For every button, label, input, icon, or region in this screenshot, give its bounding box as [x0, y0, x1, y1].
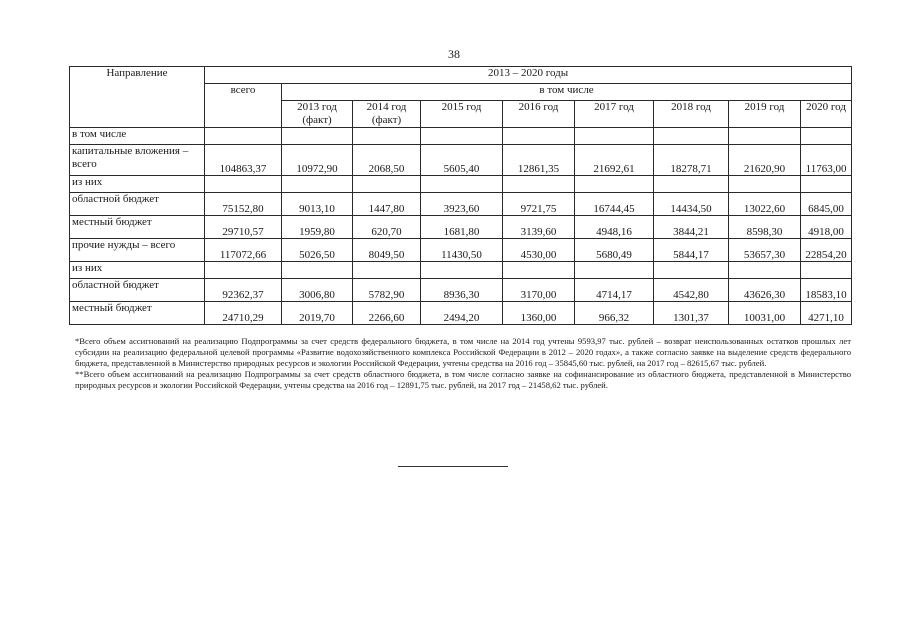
table-cell	[282, 128, 353, 145]
table-cell: 104863,37	[205, 145, 282, 176]
year-label: 2016 год	[518, 101, 559, 113]
column-header-including: в том числе	[282, 84, 852, 101]
table-cell: 13022,60	[729, 193, 801, 216]
table-cell: 3844,21	[654, 216, 729, 239]
table-cell: 75152,80	[205, 193, 282, 216]
table-cell: 9013,10	[282, 193, 353, 216]
table-cell: 5026,50	[282, 239, 353, 262]
year-header	[654, 101, 729, 128]
table-cell	[503, 176, 575, 193]
table-cell	[729, 176, 801, 193]
table-cell: 5782,90	[353, 279, 421, 302]
table-cell: 24710,29	[205, 302, 282, 325]
year-header	[801, 101, 852, 128]
table-row	[70, 239, 852, 262]
table-row	[70, 302, 852, 325]
table-cell: 2019,70	[282, 302, 353, 325]
table-row	[70, 176, 852, 193]
year-header	[353, 101, 421, 128]
table-cell: 53657,30	[729, 239, 801, 262]
table-cell: 1447,80	[353, 193, 421, 216]
table-cell	[503, 128, 575, 145]
table-cell: 14434,50	[654, 193, 729, 216]
table-cell	[729, 128, 801, 145]
table-cell: 4918,00	[801, 216, 852, 239]
table-cell	[575, 176, 654, 193]
table-cell	[801, 128, 852, 145]
table-cell: 3170,00	[503, 279, 575, 302]
row-label: капитальные вложения – всего	[70, 145, 205, 176]
table-cell	[353, 176, 421, 193]
table-cell	[654, 262, 729, 279]
table-cell	[205, 128, 282, 145]
column-header-direction: Направление	[70, 67, 205, 128]
year-label: 2019 год	[744, 101, 785, 113]
table-cell: 4948,16	[575, 216, 654, 239]
year-header	[503, 101, 575, 128]
year-note: (факт)	[302, 114, 332, 126]
year-label: 2017 год	[594, 101, 634, 113]
separator-line	[398, 466, 508, 467]
table-cell: 3139,60	[503, 216, 575, 239]
table-cell	[282, 262, 353, 279]
table-cell: 3006,80	[282, 279, 353, 302]
table-cell: 43626,30	[729, 279, 801, 302]
table-cell: 4271,10	[801, 302, 852, 325]
table-cell	[205, 176, 282, 193]
table-cell	[654, 128, 729, 145]
table-cell	[654, 176, 729, 193]
footnotes	[75, 336, 851, 391]
year-header	[575, 101, 654, 128]
table-cell: 4714,17	[575, 279, 654, 302]
table-cell: 29710,57	[205, 216, 282, 239]
row-label: в том числе	[70, 128, 205, 145]
table-cell	[503, 262, 575, 279]
table-cell: 966,32	[575, 302, 654, 325]
table-cell	[353, 262, 421, 279]
year-note: (факт)	[371, 114, 402, 126]
table-row	[70, 262, 852, 279]
table-cell: 4542,80	[654, 279, 729, 302]
table-cell	[729, 262, 801, 279]
year-header	[729, 101, 801, 128]
table-cell	[575, 128, 654, 145]
table-cell: 2068,50	[353, 145, 421, 176]
table-cell: 10972,90	[282, 145, 353, 176]
table-cell: 2494,20	[421, 302, 503, 325]
year-label: 2014 год	[366, 101, 407, 113]
row-label: местный бюджет	[70, 302, 205, 325]
table-cell: 117072,66	[205, 239, 282, 262]
row-label: из них	[70, 176, 205, 193]
table-cell: 5605,40	[421, 145, 503, 176]
page-number: 38	[448, 47, 460, 61]
year-header	[282, 101, 353, 128]
table-cell: 5844,17	[654, 239, 729, 262]
table-cell	[205, 262, 282, 279]
year-label: 2015 год	[441, 101, 482, 113]
table-cell: 8598,30	[729, 216, 801, 239]
year-label: 2020 год	[806, 101, 846, 113]
table-cell: 8936,30	[421, 279, 503, 302]
table-cell: 16744,45	[575, 193, 654, 216]
table-cell: 21620,90	[729, 145, 801, 176]
table-row	[70, 279, 852, 302]
table-cell: 11430,50	[421, 239, 503, 262]
table-cell	[801, 176, 852, 193]
table-row	[70, 128, 852, 145]
table-cell: 620,70	[353, 216, 421, 239]
table-cell	[421, 262, 503, 279]
table-cell: 6845,00	[801, 193, 852, 216]
row-label: областной бюджет	[70, 193, 205, 216]
row-label: местный бюджет	[70, 216, 205, 239]
table-cell: 11763,00	[801, 145, 852, 176]
table-cell	[282, 176, 353, 193]
row-label: прочие нужды – всего	[70, 239, 205, 262]
table-cell: 8049,50	[353, 239, 421, 262]
table-cell	[421, 128, 503, 145]
table-cell: 1681,80	[421, 216, 503, 239]
table-cell: 3923,60	[421, 193, 503, 216]
table-cell: 1301,37	[654, 302, 729, 325]
table-row	[70, 193, 852, 216]
table-cell: 10031,00	[729, 302, 801, 325]
table-cell: 18278,71	[654, 145, 729, 176]
budget-table	[69, 66, 852, 325]
table-cell: 18583,10	[801, 279, 852, 302]
table-cell	[421, 176, 503, 193]
year-header	[421, 101, 503, 128]
table-cell: 22854,20	[801, 239, 852, 262]
table-cell: 92362,37	[205, 279, 282, 302]
footnote-federal: *Всего объем ассигнований на реализацию Подпрограммы за счет средств федерального бюджета, в том числе на 2014 год учтены 9593,97 тыс. рублей – возврат неиспользованных остатков прошлых лет субсидии на реализацию федеральной целевой программы «Развитие водохозяйственного комплекса Российской Федерации в 2012 – 2020 годах», а также согласно заявке на выделение средств федерального бюджета, представленной в Министерство природных ресурсов и экологии Российской Федерации, учтены средства на 2016 год – 35845,60 тыс. рублей, на 2017 год – 82615,67 тыс. рублей.	[75, 336, 851, 368]
table-cell: 5680,49	[575, 239, 654, 262]
footnote-regional: **Всего объем ассигнований на реализацию Подпрограммы за счет средств областного бюджета, в том числе согласно заявке на софинансирование из областного бюджета, представленной в Министерство природных ресурсов и экологии Российской Федерации, учтены средства на 2016 год – 12891,75 тыс. рублей, на 2017 год – 21458,62 тыс. рублей.	[75, 369, 851, 390]
year-label: 2013 год	[297, 101, 337, 113]
table-cell: 4530,00	[503, 239, 575, 262]
row-label: из них	[70, 262, 205, 279]
table-cell	[801, 262, 852, 279]
year-label: 2018 год	[671, 101, 711, 113]
table-cell: 2266,60	[353, 302, 421, 325]
table-row	[70, 216, 852, 239]
table-cell: 1360,00	[503, 302, 575, 325]
table-cell: 21692,61	[575, 145, 654, 176]
table-cell: 1959,80	[282, 216, 353, 239]
table-cell: 9721,75	[503, 193, 575, 216]
table-cell: 12861,35	[503, 145, 575, 176]
table-row	[70, 145, 852, 176]
table-cell	[353, 128, 421, 145]
column-header-period: 2013 – 2020 годы	[205, 67, 852, 84]
row-label: областной бюджет	[70, 279, 205, 302]
table-cell	[575, 262, 654, 279]
column-header-total: всего	[205, 84, 282, 128]
